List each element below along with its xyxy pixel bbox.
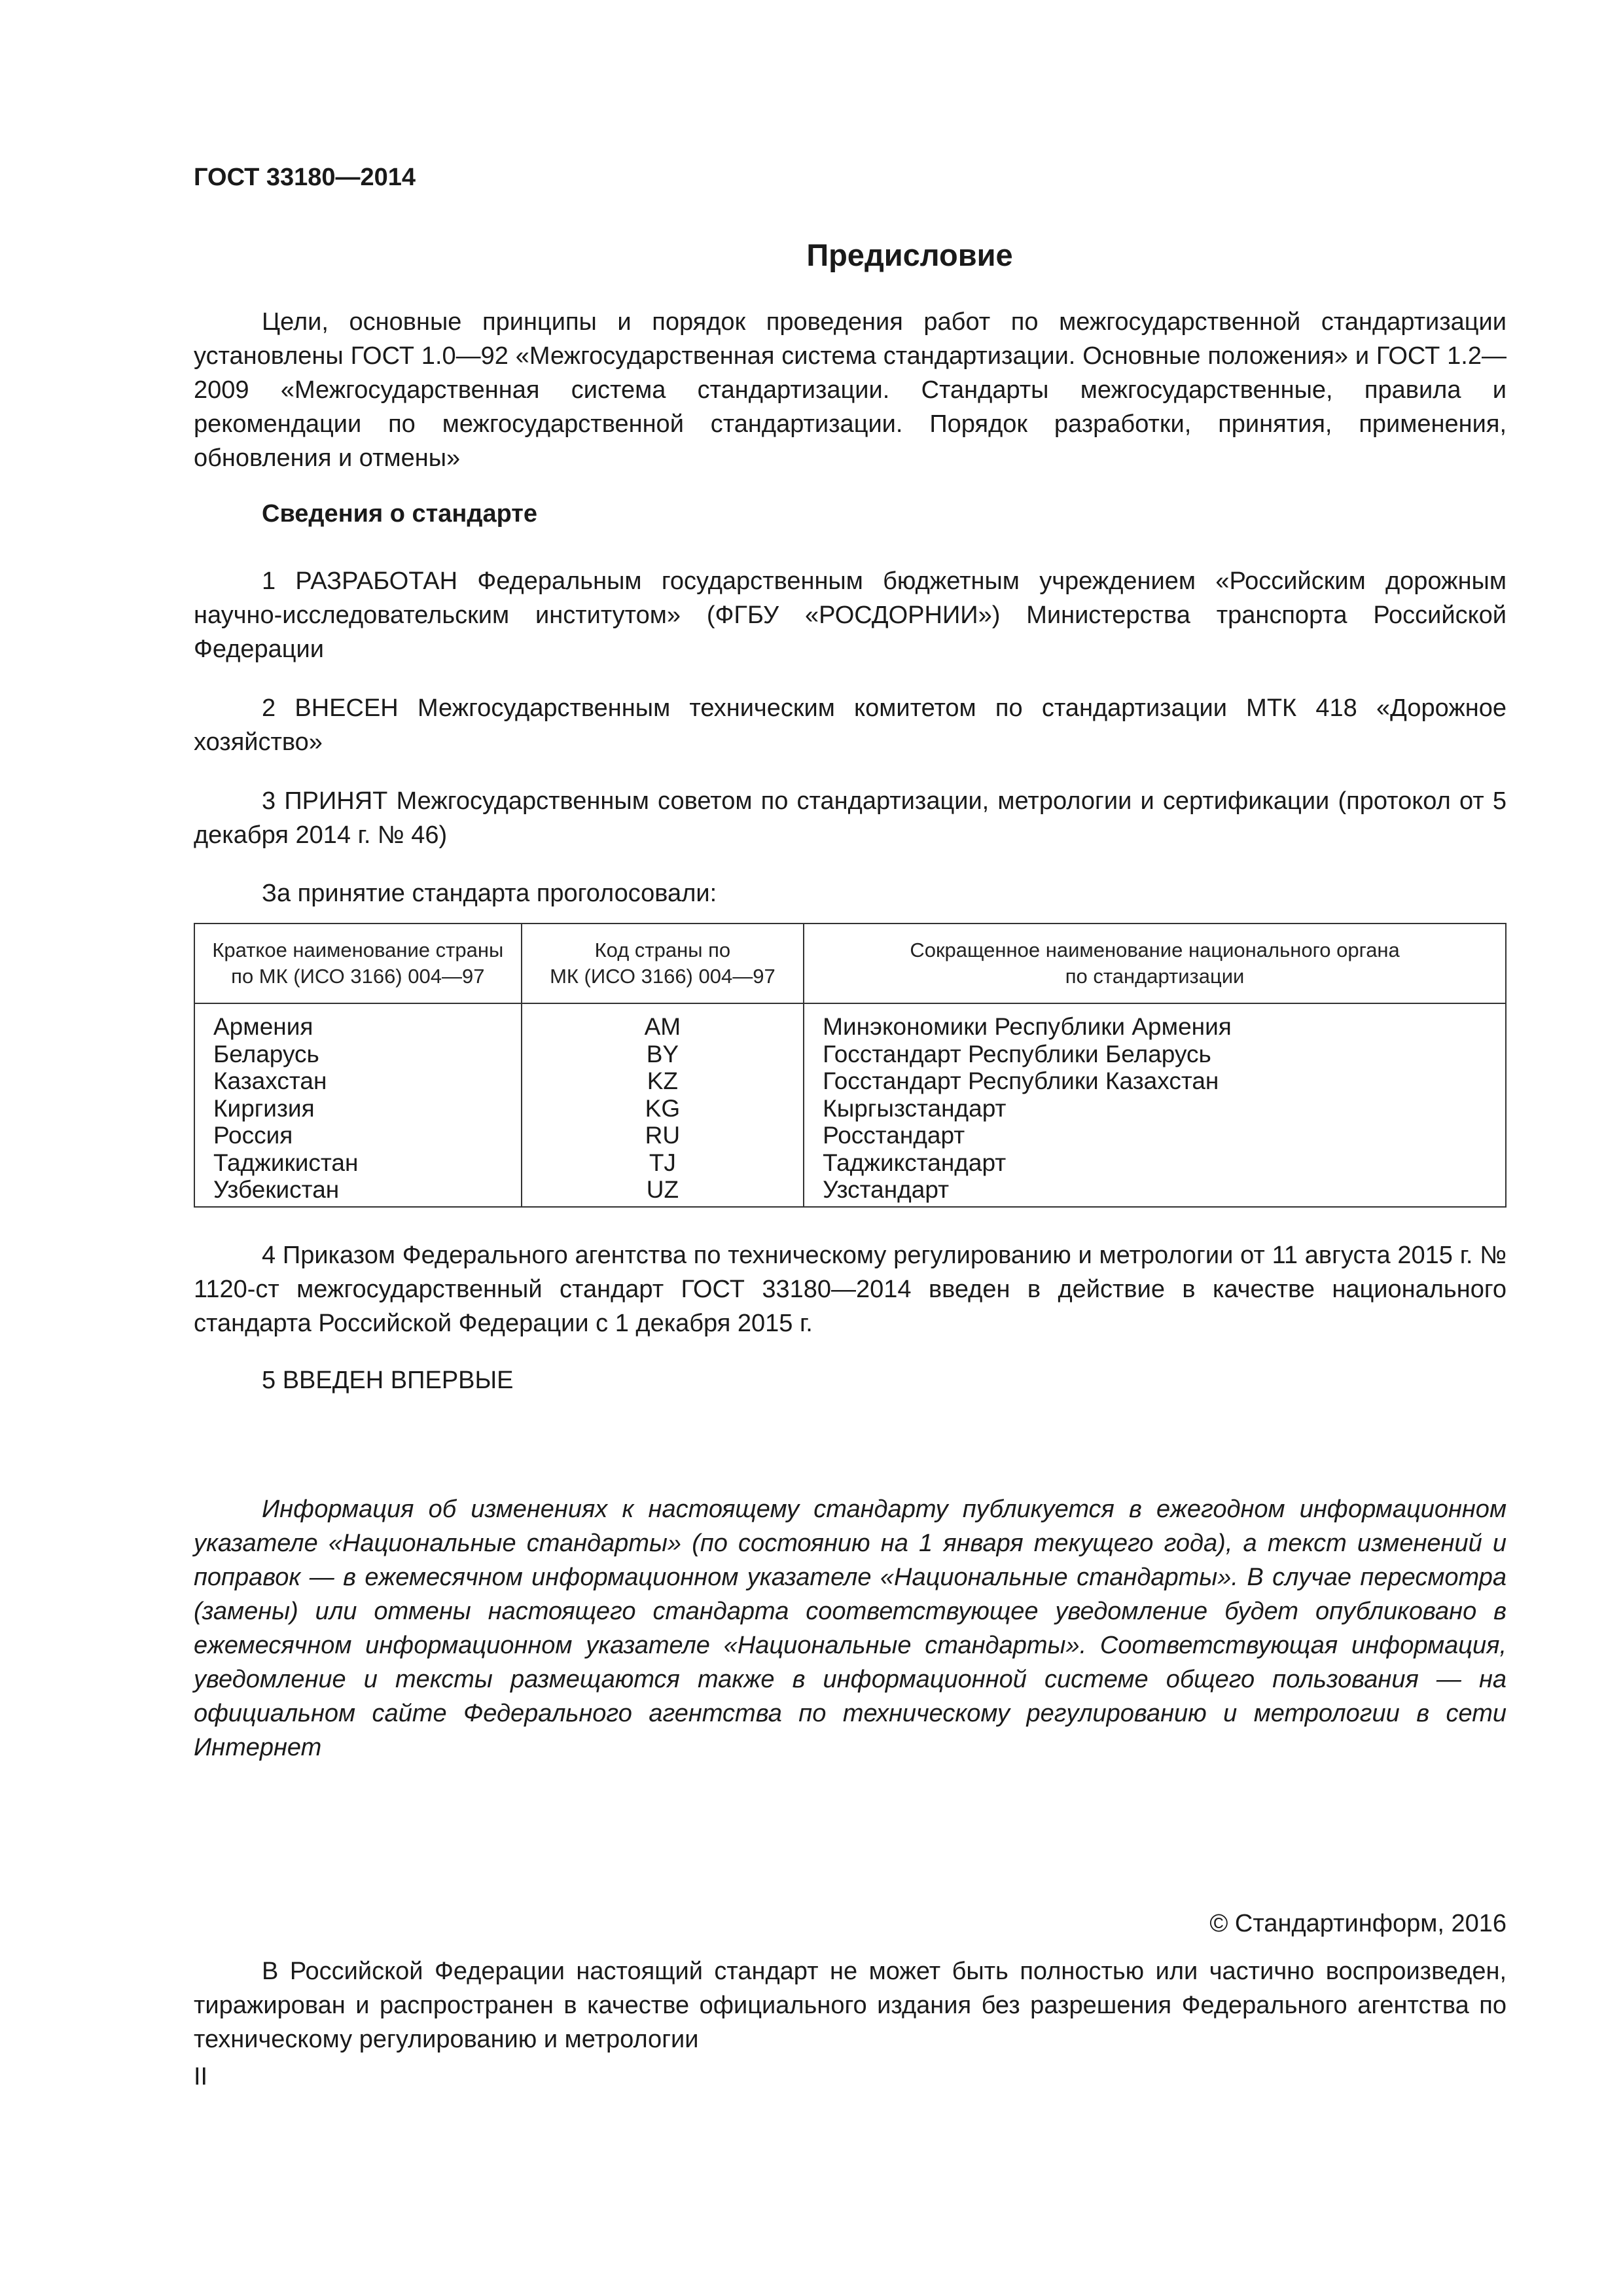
table-row (194, 1013, 1506, 1041)
reproduction-notice: В Российской Федерации настоящий стандарт не может быть полностью или частично воспроизведен, тиражирован и распространен в качестве официального издания без разрешения Федерального агентства по техническому регулированию и метрологии (194, 1958, 1507, 2053)
header-body-line1: Сокращенное наименование национального органа (910, 939, 1400, 961)
cell-body: Минэкономики Республики Армения (804, 1013, 1506, 1041)
cell-body: Кыргызстандарт (804, 1095, 1506, 1122)
header-country-line1: Краткое наименование страны (212, 939, 504, 961)
item-first-introduced: 5 ВВЕДЕН ВПЕРВЫЕ (262, 1367, 514, 1394)
header-country-line2: по МК (ИСО 3166) 004—97 (231, 965, 485, 988)
cell-country: Узбекистан (194, 1176, 522, 1207)
cell-country: Россия (194, 1122, 522, 1149)
cell-code: KG (522, 1095, 804, 1122)
cell-code: AM (522, 1013, 804, 1041)
cell-country: Казахстан (194, 1067, 522, 1095)
info-heading: Сведения о стандарте (262, 500, 538, 528)
cell-code: UZ (522, 1176, 804, 1207)
cell-code: TJ (522, 1149, 804, 1177)
cell-code: RU (522, 1122, 804, 1149)
cell-country: Киргизия (194, 1095, 522, 1122)
intro-paragraph: Цели, основные принципы и порядок проведения работ по межгосударственной стандартизации установлены ГОСТ 1.0—92 «Межгосударственная система стандартизации. Основные положения» и ГОСТ 1.2—2009 «Межгосударственная система стандартизации. Стандарты межгосударственные, правила и рекомендации по межгосударственной стандартизации. Порядок разработки, принятия, применения, обновления и отмены» (194, 308, 1507, 472)
cell-country: Таджикистан (194, 1149, 522, 1177)
cell-body: Узстандарт (804, 1176, 1506, 1207)
table-row (194, 1095, 1506, 1122)
page-title: Предисловие (806, 238, 1013, 272)
cell-code: BY (522, 1041, 804, 1068)
header-country (194, 924, 522, 1003)
cell-body: Госстандарт Республики Беларусь (804, 1041, 1506, 1068)
table-row (194, 1122, 1506, 1149)
table-row (194, 1041, 1506, 1068)
cell-country: Беларусь (194, 1041, 522, 1068)
header-body (804, 924, 1506, 1003)
changes-notice: Информация об изменениях к настоящему стандарту публикуется в ежегодном информационном указателе «Национальные стандарты» (по состоянию на 1 января текущего года), а текст изменений и поправок — в ежемесячном информационном указателе «Национальные стандарты». В случае пересмотра (замены) или отмены настоящего стандарта соответствующее уведомление будет опубликовано в ежемесячном информационном указателе «Национальные стандарты». Соответствующая информация, уведомление и тексты размещаются также в информационной системе общего пользования — на официальном сайте Федерального агентства по техническому регулированию и метрологии в сети Интернет (194, 1496, 1507, 1761)
table-spacer (194, 1003, 1506, 1013)
header-code-line1: Код страны по (594, 939, 731, 961)
header-code (522, 924, 804, 1003)
cell-body: Госстандарт Республики Казахстан (804, 1067, 1506, 1095)
table-row (194, 1149, 1506, 1177)
item-developed: 1 РАЗРАБОТАН Федеральным государственным бюджетным учреждением «Российским дорожным научно-исследовательским институтом» (ФГБУ «РОСДОРНИИ») Министерства транспорта Российской Федерации (194, 567, 1507, 663)
page-number: II (194, 2063, 208, 2090)
table-row (194, 1067, 1506, 1095)
document-code: ГОСТ 33180—2014 (194, 164, 416, 191)
item-adopted: 3 ПРИНЯТ Межгосударственным советом по стандартизации, метрологии и сертификации (протокол от 5 декабря 2014 г. № 46) (194, 787, 1507, 849)
voting-table (194, 923, 1507, 1208)
header-code-line2: МК (ИСО 3166) 004—97 (550, 965, 776, 988)
cell-body: Росстандарт (804, 1122, 1506, 1149)
table-row (194, 1176, 1506, 1207)
table-header-row (194, 924, 1506, 1003)
cell-country: Армения (194, 1013, 522, 1041)
header-body-line2: по стандартизации (1065, 965, 1245, 988)
voted-caption: За принятие стандарта проголосовали: (262, 880, 717, 907)
item-enacted: 4 Приказом Федерального агентства по техническому регулированию и метрологии от 11 августа 2015 г. № 1120-ст межгосударственный стандарт ГОСТ 33180—2014 введен в действие в качестве национального стандарта Российской Федерации с 1 декабря 2015 г. (194, 1242, 1507, 1337)
cell-body: Таджикстандарт (804, 1149, 1506, 1177)
copyright-line: © Стандартинформ, 2016 (1209, 1910, 1507, 1937)
cell-code: KZ (522, 1067, 804, 1095)
item-introduced: 2 ВНЕСЕН Межгосударственным техническим комитетом по стандартизации МТК 418 «Дорожное хозяйство» (194, 694, 1507, 756)
